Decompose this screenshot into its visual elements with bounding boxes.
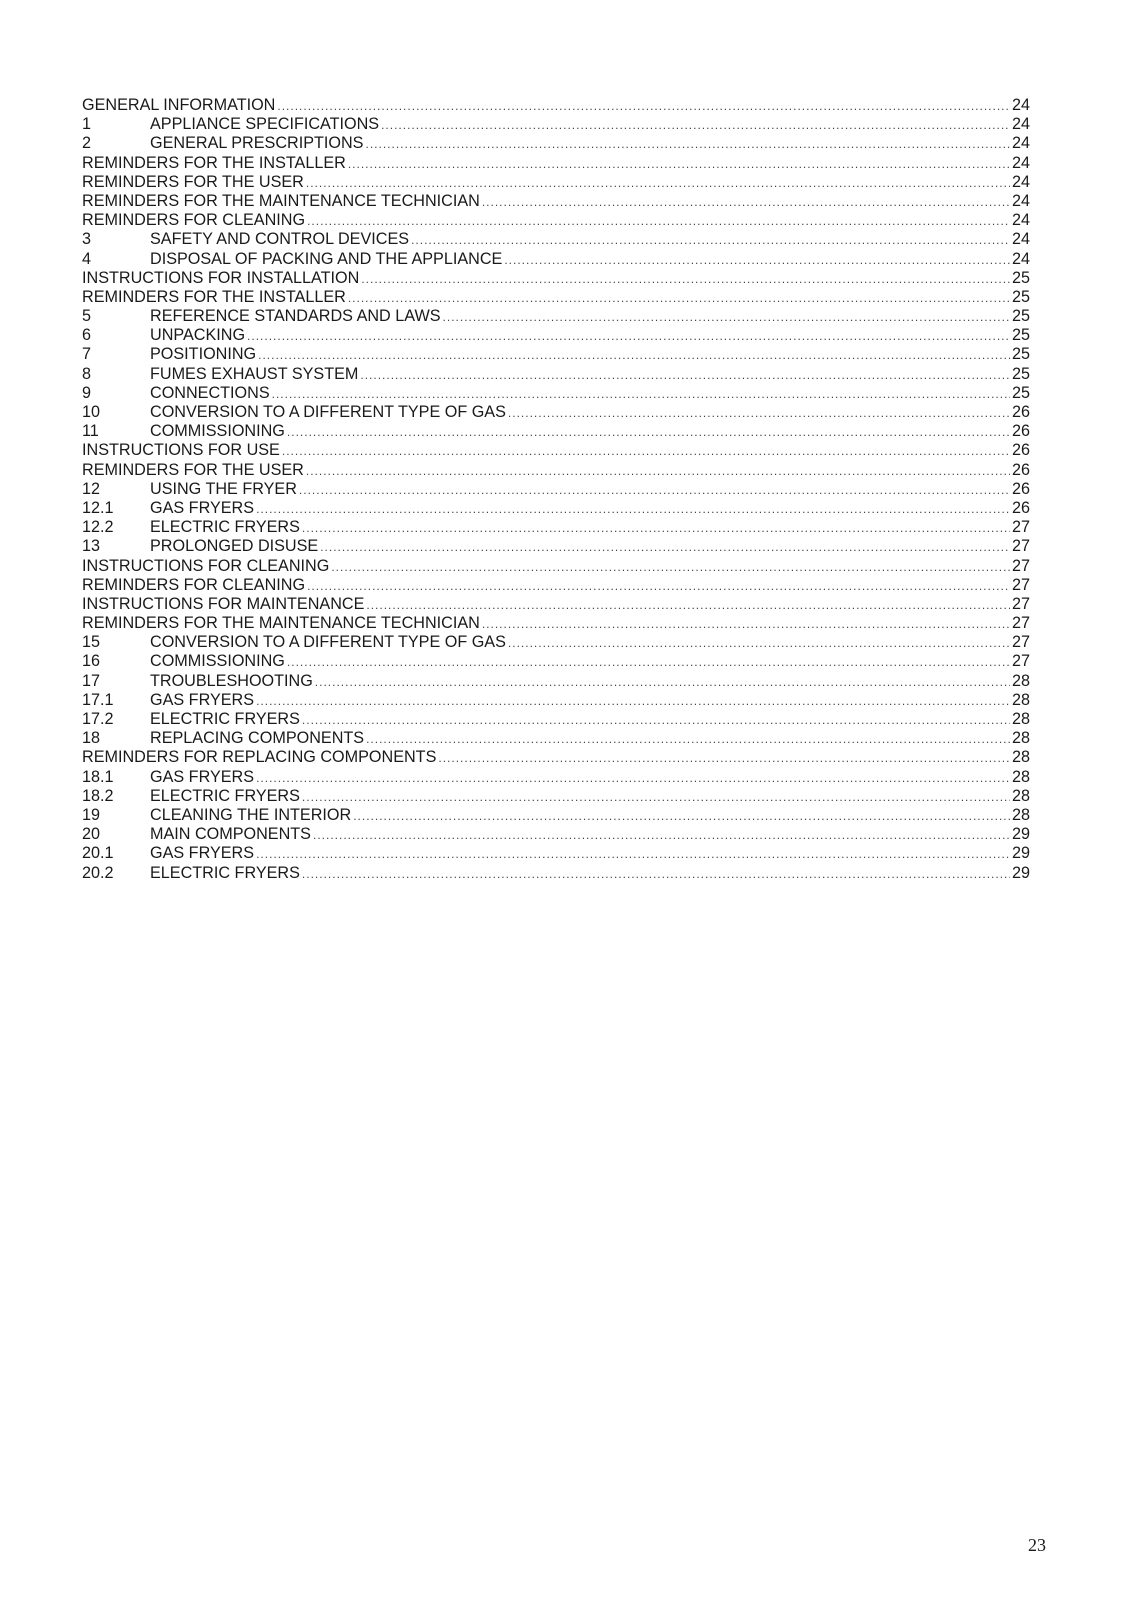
toc-entry-number: 8 — [82, 364, 92, 383]
toc-entry-number: 10 — [82, 403, 101, 421]
toc-entry-page: 27 — [1011, 556, 1030, 575]
toc-entry-page: 27 — [1011, 652, 1030, 671]
toc-entry-title: REMINDERS FOR CLEANING — [82, 575, 306, 594]
toc-entry — [82, 576, 1030, 595]
toc-entry-title: FUMES EXHAUST SYSTEM — [150, 364, 359, 383]
toc-dot-leader — [247, 327, 1010, 345]
toc-dot-leader — [360, 366, 1010, 384]
toc-entry — [82, 499, 1030, 518]
toc-entry — [82, 652, 1030, 671]
toc-entry — [82, 710, 1030, 729]
toc-dot-leader — [306, 174, 1010, 192]
toc-entry-title: INSTRUCTIONS FOR MAINTENANCE — [82, 594, 365, 613]
toc-entry-page: 25 — [1011, 326, 1030, 345]
toc-entry-page: 27 — [1011, 594, 1030, 613]
toc-entry-title: REMINDERS FOR CLEANING — [82, 211, 306, 230]
toc-entry-title: ELECTRIC FRYERS — [150, 518, 300, 537]
toc-entry-number: 6 — [82, 326, 92, 345]
toc-dot-leader — [348, 289, 1010, 307]
toc-entry-page: 24 — [1011, 153, 1030, 172]
toc-entry-title: REPLACING COMPONENTS — [150, 729, 365, 748]
toc-entry — [82, 691, 1030, 710]
toc-entry-page: 28 — [1011, 786, 1030, 805]
toc-dot-leader — [348, 155, 1010, 173]
toc-dot-leader — [307, 577, 1010, 595]
toc-dot-leader — [302, 519, 1010, 537]
toc-entry — [82, 134, 1030, 153]
toc-entry-title: GAS FRYERS — [150, 844, 255, 863]
toc-entry-number: 12.1 — [82, 498, 114, 517]
toc-entry-title: UNPACKING — [150, 326, 246, 345]
toc-entry-title: ELECTRIC FRYERS — [150, 710, 300, 728]
toc-entry-page: 24 — [1011, 115, 1030, 134]
toc-entry — [82, 173, 1030, 192]
toc-entry-title: CONNECTIONS — [150, 383, 270, 402]
toc-entry — [82, 768, 1030, 787]
toc-entry-page: 29 — [1011, 863, 1030, 882]
toc-entry — [82, 307, 1030, 326]
toc-entry — [82, 345, 1030, 364]
toc-entry-title: CLEANING THE INTERIOR — [150, 805, 352, 824]
toc-dot-leader — [307, 212, 1010, 230]
toc-entry — [82, 518, 1030, 537]
toc-entry-title: REMINDERS FOR THE MAINTENANCE TECHNICIAN — [82, 191, 480, 210]
toc-entry — [82, 96, 1030, 115]
toc-entry — [82, 787, 1030, 806]
toc-entry-title: MAIN COMPONENTS — [150, 825, 311, 844]
toc-entry-number: 9 — [82, 383, 92, 402]
toc-dot-leader — [443, 308, 1010, 326]
toc-dot-leader — [438, 749, 1010, 767]
toc-dot-leader — [366, 596, 1010, 614]
toc-entry-title: GENERAL INFORMATION — [82, 96, 276, 114]
toc-dot-leader — [287, 423, 1010, 441]
toc-entry-title: TROUBLESHOOTING — [150, 671, 313, 690]
toc-entry-title: REMINDERS FOR THE INSTALLER — [82, 153, 346, 172]
toc-entry-title: GAS FRYERS — [150, 498, 255, 517]
toc-entry-title: REMINDERS FOR REPLACING COMPONENTS — [82, 748, 437, 767]
toc-dot-leader — [508, 404, 1010, 422]
toc-entry-title: INSTRUCTIONS FOR INSTALLATION — [82, 268, 360, 287]
toc-entry-page: 24 — [1011, 96, 1030, 114]
toc-entry-page: 25 — [1011, 345, 1030, 364]
toc-entry — [82, 633, 1030, 652]
toc-entry-page: 25 — [1011, 287, 1030, 306]
toc-entry — [82, 192, 1030, 211]
toc-entry-page: 24 — [1011, 191, 1030, 210]
toc-entry-number: 20.1 — [82, 844, 114, 863]
toc-entry — [82, 825, 1030, 844]
toc-entry — [82, 480, 1030, 499]
toc-entry-page: 29 — [1011, 825, 1030, 844]
toc-entry — [82, 230, 1030, 249]
toc-entry-number: 13 — [82, 537, 101, 556]
toc-dot-leader — [256, 845, 1010, 863]
toc-dot-leader — [256, 500, 1010, 518]
toc-entry-title: PROLONGED DISUSE — [150, 537, 319, 556]
toc-dot-leader — [302, 788, 1010, 806]
toc-entry-number: 5 — [82, 307, 92, 326]
toc-entry-number: 18.1 — [82, 767, 114, 786]
toc-entry — [82, 326, 1030, 345]
toc-dot-leader — [411, 231, 1010, 249]
toc-entry-number: 19 — [82, 805, 101, 824]
toc-entry — [82, 384, 1030, 403]
toc-dot-leader — [313, 826, 1010, 844]
toc-entry-page: 28 — [1011, 729, 1030, 748]
toc-entry-title: REMINDERS FOR THE USER — [82, 460, 304, 479]
toc-entry-page: 24 — [1011, 211, 1030, 230]
table-of-contents — [82, 96, 1030, 883]
toc-entry-title: REMINDERS FOR THE USER — [82, 172, 304, 191]
toc-entry-page: 26 — [1011, 422, 1030, 441]
toc-entry-title: GENERAL PRESCRIPTIONS — [150, 134, 364, 153]
toc-entry-title: ELECTRIC FRYERS — [150, 863, 300, 882]
toc-dot-leader — [256, 692, 1010, 710]
toc-dot-leader — [256, 769, 1010, 787]
toc-entry-title: CONVERSION TO A DIFFERENT TYPE OF GAS — [150, 403, 506, 421]
toc-entry-page: 26 — [1011, 460, 1030, 479]
toc-dot-leader — [353, 807, 1010, 825]
toc-entry-number: 15 — [82, 633, 101, 652]
toc-entry-title: INSTRUCTIONS FOR CLEANING — [82, 556, 330, 575]
toc-entry-page: 26 — [1011, 441, 1030, 460]
toc-entry-title: GAS FRYERS — [150, 690, 255, 709]
toc-entry-page: 28 — [1011, 767, 1030, 786]
toc-entry-number: 1 — [82, 115, 92, 134]
toc-entry-title: USING THE FRYER — [150, 479, 297, 498]
toc-entry-title: REMINDERS FOR THE INSTALLER — [82, 287, 346, 306]
toc-entry — [82, 422, 1030, 441]
toc-entry — [82, 461, 1030, 480]
toc-entry-page: 27 — [1011, 518, 1030, 537]
toc-entry-page: 26 — [1011, 479, 1030, 498]
toc-entry — [82, 537, 1030, 556]
toc-entry-page: 26 — [1011, 403, 1030, 421]
toc-dot-leader — [482, 193, 1010, 211]
toc-entry-page: 24 — [1011, 249, 1030, 268]
toc-entry — [82, 864, 1030, 883]
toc-entry — [82, 154, 1030, 173]
toc-entry — [82, 115, 1030, 134]
toc-entry — [82, 288, 1030, 307]
toc-dot-leader — [504, 251, 1010, 269]
toc-entry-page: 25 — [1011, 364, 1030, 383]
toc-entry-number: 20.2 — [82, 863, 114, 882]
toc-entry-title: COMMISSIONING — [150, 652, 285, 671]
toc-entry-page: 27 — [1011, 537, 1030, 556]
toc-dot-leader — [365, 135, 1010, 153]
toc-entry — [82, 672, 1030, 691]
toc-entry-title: GAS FRYERS — [150, 767, 255, 786]
toc-dot-leader — [331, 558, 1010, 576]
toc-entry-title: DISPOSAL OF PACKING AND THE APPLIANCE — [150, 249, 503, 268]
toc-entry — [82, 844, 1030, 863]
toc-entry — [82, 557, 1030, 576]
toc-dot-leader — [381, 116, 1010, 134]
toc-entry-page: 25 — [1011, 383, 1030, 402]
toc-entry-title: INSTRUCTIONS FOR USE — [82, 441, 280, 460]
toc-entry — [82, 806, 1030, 825]
toc-entry-number: 17 — [82, 671, 101, 690]
toc-entry-number: 12 — [82, 479, 101, 498]
toc-entry-title: REFERENCE STANDARDS AND LAWS — [150, 307, 441, 326]
toc-entry-page: 29 — [1011, 844, 1030, 863]
toc-dot-leader — [361, 270, 1010, 288]
toc-entry-page: 25 — [1011, 307, 1030, 326]
toc-dot-leader — [320, 538, 1010, 556]
toc-entry-number: 4 — [82, 249, 92, 268]
toc-entry-number: 20 — [82, 825, 101, 844]
toc-entry-title: POSITIONING — [150, 345, 257, 364]
toc-entry-number: 18 — [82, 729, 101, 748]
toc-entry — [82, 365, 1030, 384]
toc-dot-leader — [306, 462, 1010, 480]
toc-dot-leader — [299, 481, 1010, 499]
toc-dot-leader — [272, 385, 1010, 403]
toc-dot-leader — [482, 615, 1010, 633]
toc-dot-leader — [315, 673, 1010, 691]
toc-entry-number: 7 — [82, 345, 92, 364]
toc-dot-leader — [277, 97, 1010, 115]
toc-entry-number: 11 — [82, 422, 99, 441]
toc-entry-title: REMINDERS FOR THE MAINTENANCE TECHNICIAN — [82, 614, 480, 633]
toc-entry-title: COMMISSIONING — [150, 422, 285, 441]
toc-entry-number: 17.2 — [82, 710, 114, 728]
toc-entry — [82, 748, 1030, 767]
toc-entry — [82, 441, 1030, 460]
toc-entry-page: 27 — [1011, 633, 1030, 652]
toc-entry-page: 25 — [1011, 268, 1030, 287]
toc-dot-leader — [287, 653, 1010, 671]
toc-entry — [82, 269, 1030, 288]
toc-entry — [82, 250, 1030, 269]
toc-entry-title: CONVERSION TO A DIFFERENT TYPE OF GAS — [150, 633, 506, 652]
toc-entry-page: 28 — [1011, 805, 1030, 824]
toc-dot-leader — [302, 711, 1010, 729]
toc-entry-number: 16 — [82, 652, 101, 671]
toc-entry-page: 26 — [1011, 498, 1030, 517]
page-number: 23 — [1028, 1535, 1046, 1555]
toc-entry-page: 28 — [1011, 748, 1030, 767]
toc-entry-page: 24 — [1011, 230, 1030, 249]
toc-dot-leader — [282, 442, 1010, 460]
toc-entry-title: SAFETY AND CONTROL DEVICES — [150, 230, 410, 249]
toc-dot-leader — [366, 730, 1010, 748]
toc-entry-number: 3 — [82, 230, 92, 249]
toc-entry-page: 24 — [1011, 172, 1030, 191]
toc-entry-page: 28 — [1011, 671, 1030, 690]
toc-dot-leader — [258, 346, 1010, 364]
toc-entry-page: 28 — [1011, 690, 1030, 709]
toc-entry — [82, 403, 1030, 422]
toc-entry — [82, 211, 1030, 230]
toc-dot-leader — [508, 634, 1010, 652]
toc-entry — [82, 614, 1030, 633]
toc-entry-number: 2 — [82, 134, 92, 153]
toc-entry-page: 27 — [1011, 614, 1030, 633]
toc-dot-leader — [302, 865, 1010, 883]
toc-entry-page: 27 — [1011, 575, 1030, 594]
toc-entry-page: 24 — [1011, 134, 1030, 153]
toc-entry-number: 18.2 — [82, 786, 114, 805]
toc-entry-page: 28 — [1011, 710, 1030, 728]
toc-entry-number: 17.1 — [82, 690, 114, 709]
toc-entry-title: ELECTRIC FRYERS — [150, 786, 300, 805]
toc-entry-number: 12.2 — [82, 518, 114, 537]
toc-entry — [82, 595, 1030, 614]
toc-entry-title: APPLIANCE SPECIFICATIONS — [150, 115, 380, 134]
toc-entry — [82, 729, 1030, 748]
